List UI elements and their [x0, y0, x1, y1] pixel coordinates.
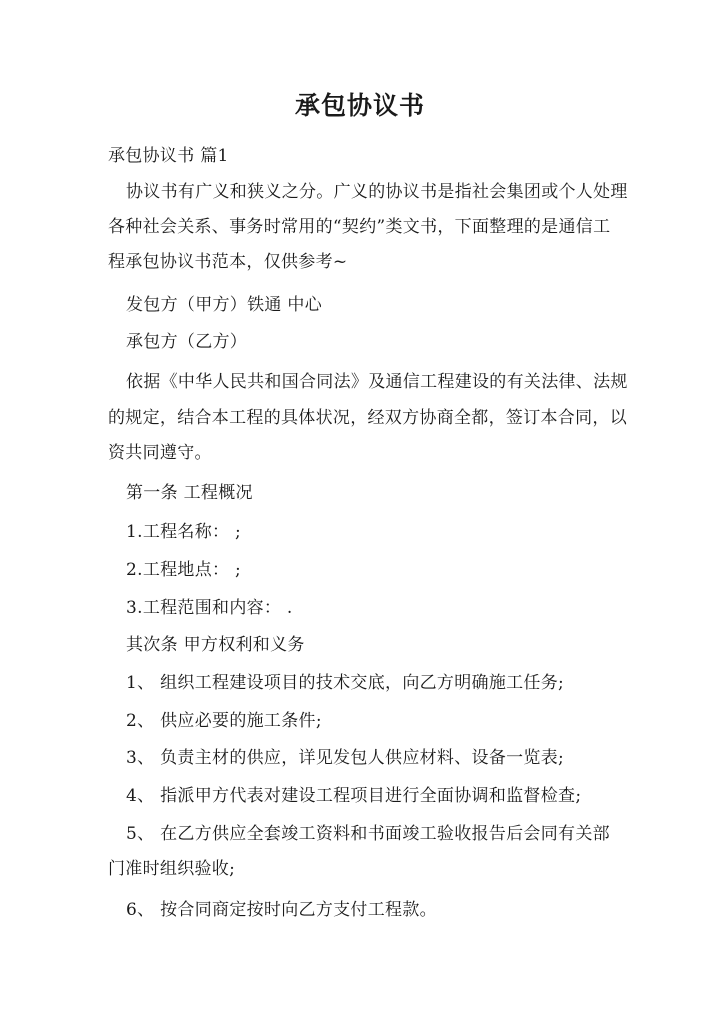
document-title: 承包协议书	[294, 91, 425, 120]
article-1-item: 3.工程范围和内容： .	[126, 598, 293, 618]
basis-line-1: 依据《中华人民共和国合同法》及通信工程建设的有关法律、法规	[126, 372, 628, 392]
article-2-item: 4、 指派甲方代表对建设工程项目进行全面协调和监督检查;	[126, 786, 582, 806]
article-2-item: 2、 供应必要的施工条件;	[126, 711, 322, 731]
article-2-item: 3、 负责主材的供应，详见发包人供应材料、设备一览表;	[126, 748, 565, 768]
article-2-item: 5、 在乙方供应全套竣工资料和书面竣工验收报告后会同有关部	[126, 824, 610, 844]
section-heading: 承包协议书 篇1	[108, 146, 229, 166]
basis-line-2: 的规定，结合本工程的具体状况，经双方协商全都，签订本合同，以	[108, 408, 627, 428]
party-a-line: 发包方（甲方）铁通 中心	[126, 295, 323, 315]
article-1-heading: 第一条 工程概况	[126, 483, 253, 503]
party-b-line: 承包方（乙方）	[126, 332, 248, 352]
basis-line-3: 资共同遵守。	[108, 443, 212, 463]
article-2-heading: 其次条 甲方权利和义务	[126, 635, 305, 655]
intro-line-3: 程承包协议书范本，仅供参考~	[108, 252, 348, 272]
article-2-item: 6、 按合同商定按时向乙方支付工程款。	[126, 900, 437, 920]
intro-line-2: 各种社会关系、事务时常用的“契约”类文书，下面整理的是通信工	[108, 217, 611, 237]
article-1-item: 1.工程名称： ;	[126, 522, 242, 542]
article-1-item: 2.工程地点： ;	[126, 560, 242, 580]
intro-line-1: 协议书有广义和狭义之分。广义的协议书是指社会集团或个人处理	[126, 182, 628, 202]
article-2-item: 1、 组织工程建设项目的技术交底，向乙方明确施工任务;	[126, 673, 565, 693]
article-2-item-continuation: 门准时组织验收;	[108, 859, 236, 879]
